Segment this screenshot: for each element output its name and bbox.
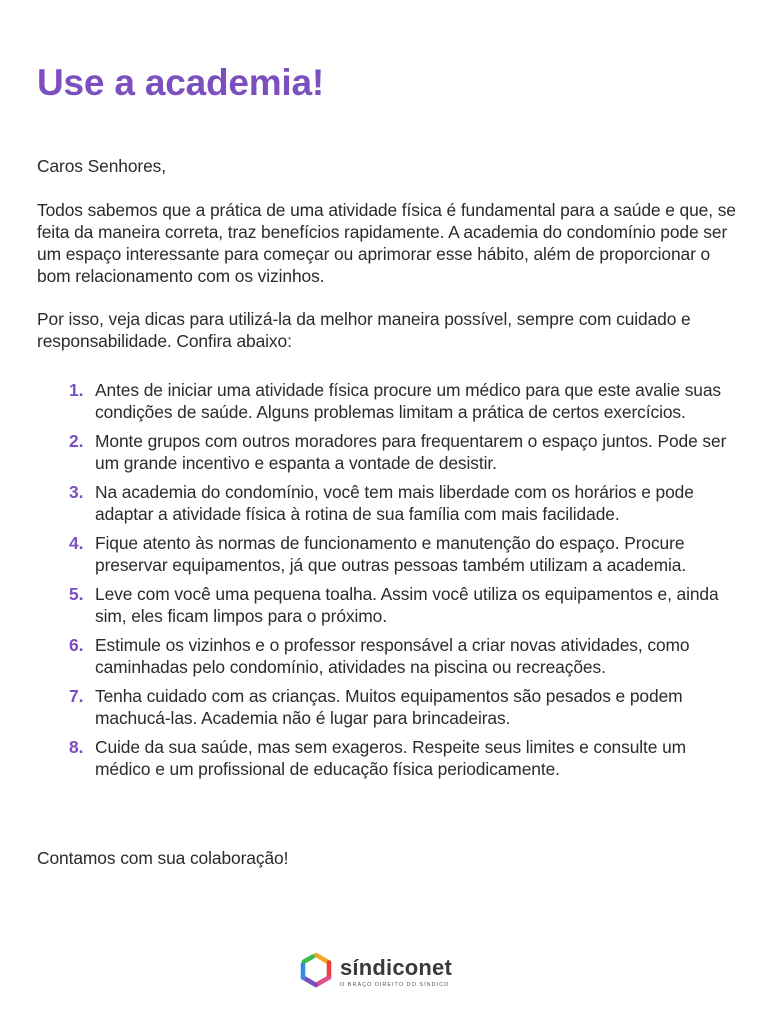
list-item	[37, 532, 737, 576]
hexagon-logo-icon	[298, 953, 334, 989]
list-item	[37, 481, 737, 525]
list-item-text: Fique atento às normas de funcionamento e manutenção do espaço. Procure preservar equipamentos, já que outras pessoas também utilizam a academia.	[95, 533, 687, 575]
list-item-number: 3.	[69, 482, 84, 502]
brand-text	[340, 956, 452, 989]
tips-list	[37, 379, 737, 787]
closing-line: Contamos com sua colaboração!	[37, 848, 289, 868]
list-item-number: 6.	[69, 635, 84, 655]
list-item-number: 2.	[69, 431, 84, 451]
brand-logo	[298, 953, 452, 991]
intro-paragraph: Todos sabemos que a prática de uma atividade física é fundamental para a saúde e que, se feita da maneira correta, traz benefícios rapidamente. A academia do condomínio pode ser um espaço interessante para começar ou aprimorar esse hábito, além de proporcionar o bom relacionamento com os vizinhos.	[37, 200, 736, 286]
brand-tagline: O BRAÇO DIREITO DO SÍNDICO	[340, 982, 450, 988]
list-item	[37, 583, 737, 627]
list-item	[37, 634, 737, 678]
list-item-number: 7.	[69, 686, 84, 706]
list-item-text: Na academia do condomínio, você tem mais liberdade com os horários e pode adaptar a atividade física à rotina de sua família com mais facilidade.	[95, 482, 694, 524]
list-item-text: Leve com você uma pequena toalha. Assim você utiliza os equipamentos e, ainda sim, eles ficam limpos para o próximo.	[95, 584, 719, 626]
list-item-number: 1.	[69, 380, 84, 400]
list-item-number: 8.	[69, 737, 84, 757]
list-item	[37, 736, 737, 780]
list-item-text: Tenha cuidado com as crianças. Muitos equipamentos são pesados e podem machucá-las. Academia não é lugar para brincadeiras.	[95, 686, 683, 728]
list-item	[37, 430, 737, 474]
greeting: Caros Senhores,	[37, 156, 166, 176]
list-item-number: 5.	[69, 584, 84, 604]
list-item-number: 4.	[69, 533, 84, 553]
page-title: Use a academia!	[37, 62, 325, 103]
brand-name: síndiconet	[340, 955, 453, 980]
list-item	[37, 379, 737, 423]
list-item-text: Antes de iniciar uma atividade física procure um médico para que este avalie suas condições de saúde. Alguns problemas limitam a prática de certos exercícios.	[95, 380, 722, 422]
list-item-text: Monte grupos com outros moradores para frequentarem o espaço juntos. Pode ser um grande incentivo e espanta a vontade de desistir.	[95, 431, 727, 473]
list-item	[37, 685, 737, 729]
list-item-text: Cuide da sua saúde, mas sem exageros. Respeite seus limites e consulte um médico e um profissional de educação física periodicamente.	[95, 737, 687, 779]
list-item-text: Estimule os vizinhos e o professor responsável a criar novas atividades, como caminhadas pelo condomínio, atividades na piscina ou recreações.	[95, 635, 690, 677]
tips-intro-paragraph: Por isso, veja dicas para utilizá-la da melhor maneira possível, sempre com cuidado e responsabilidade. Confira abaixo:	[37, 309, 691, 351]
